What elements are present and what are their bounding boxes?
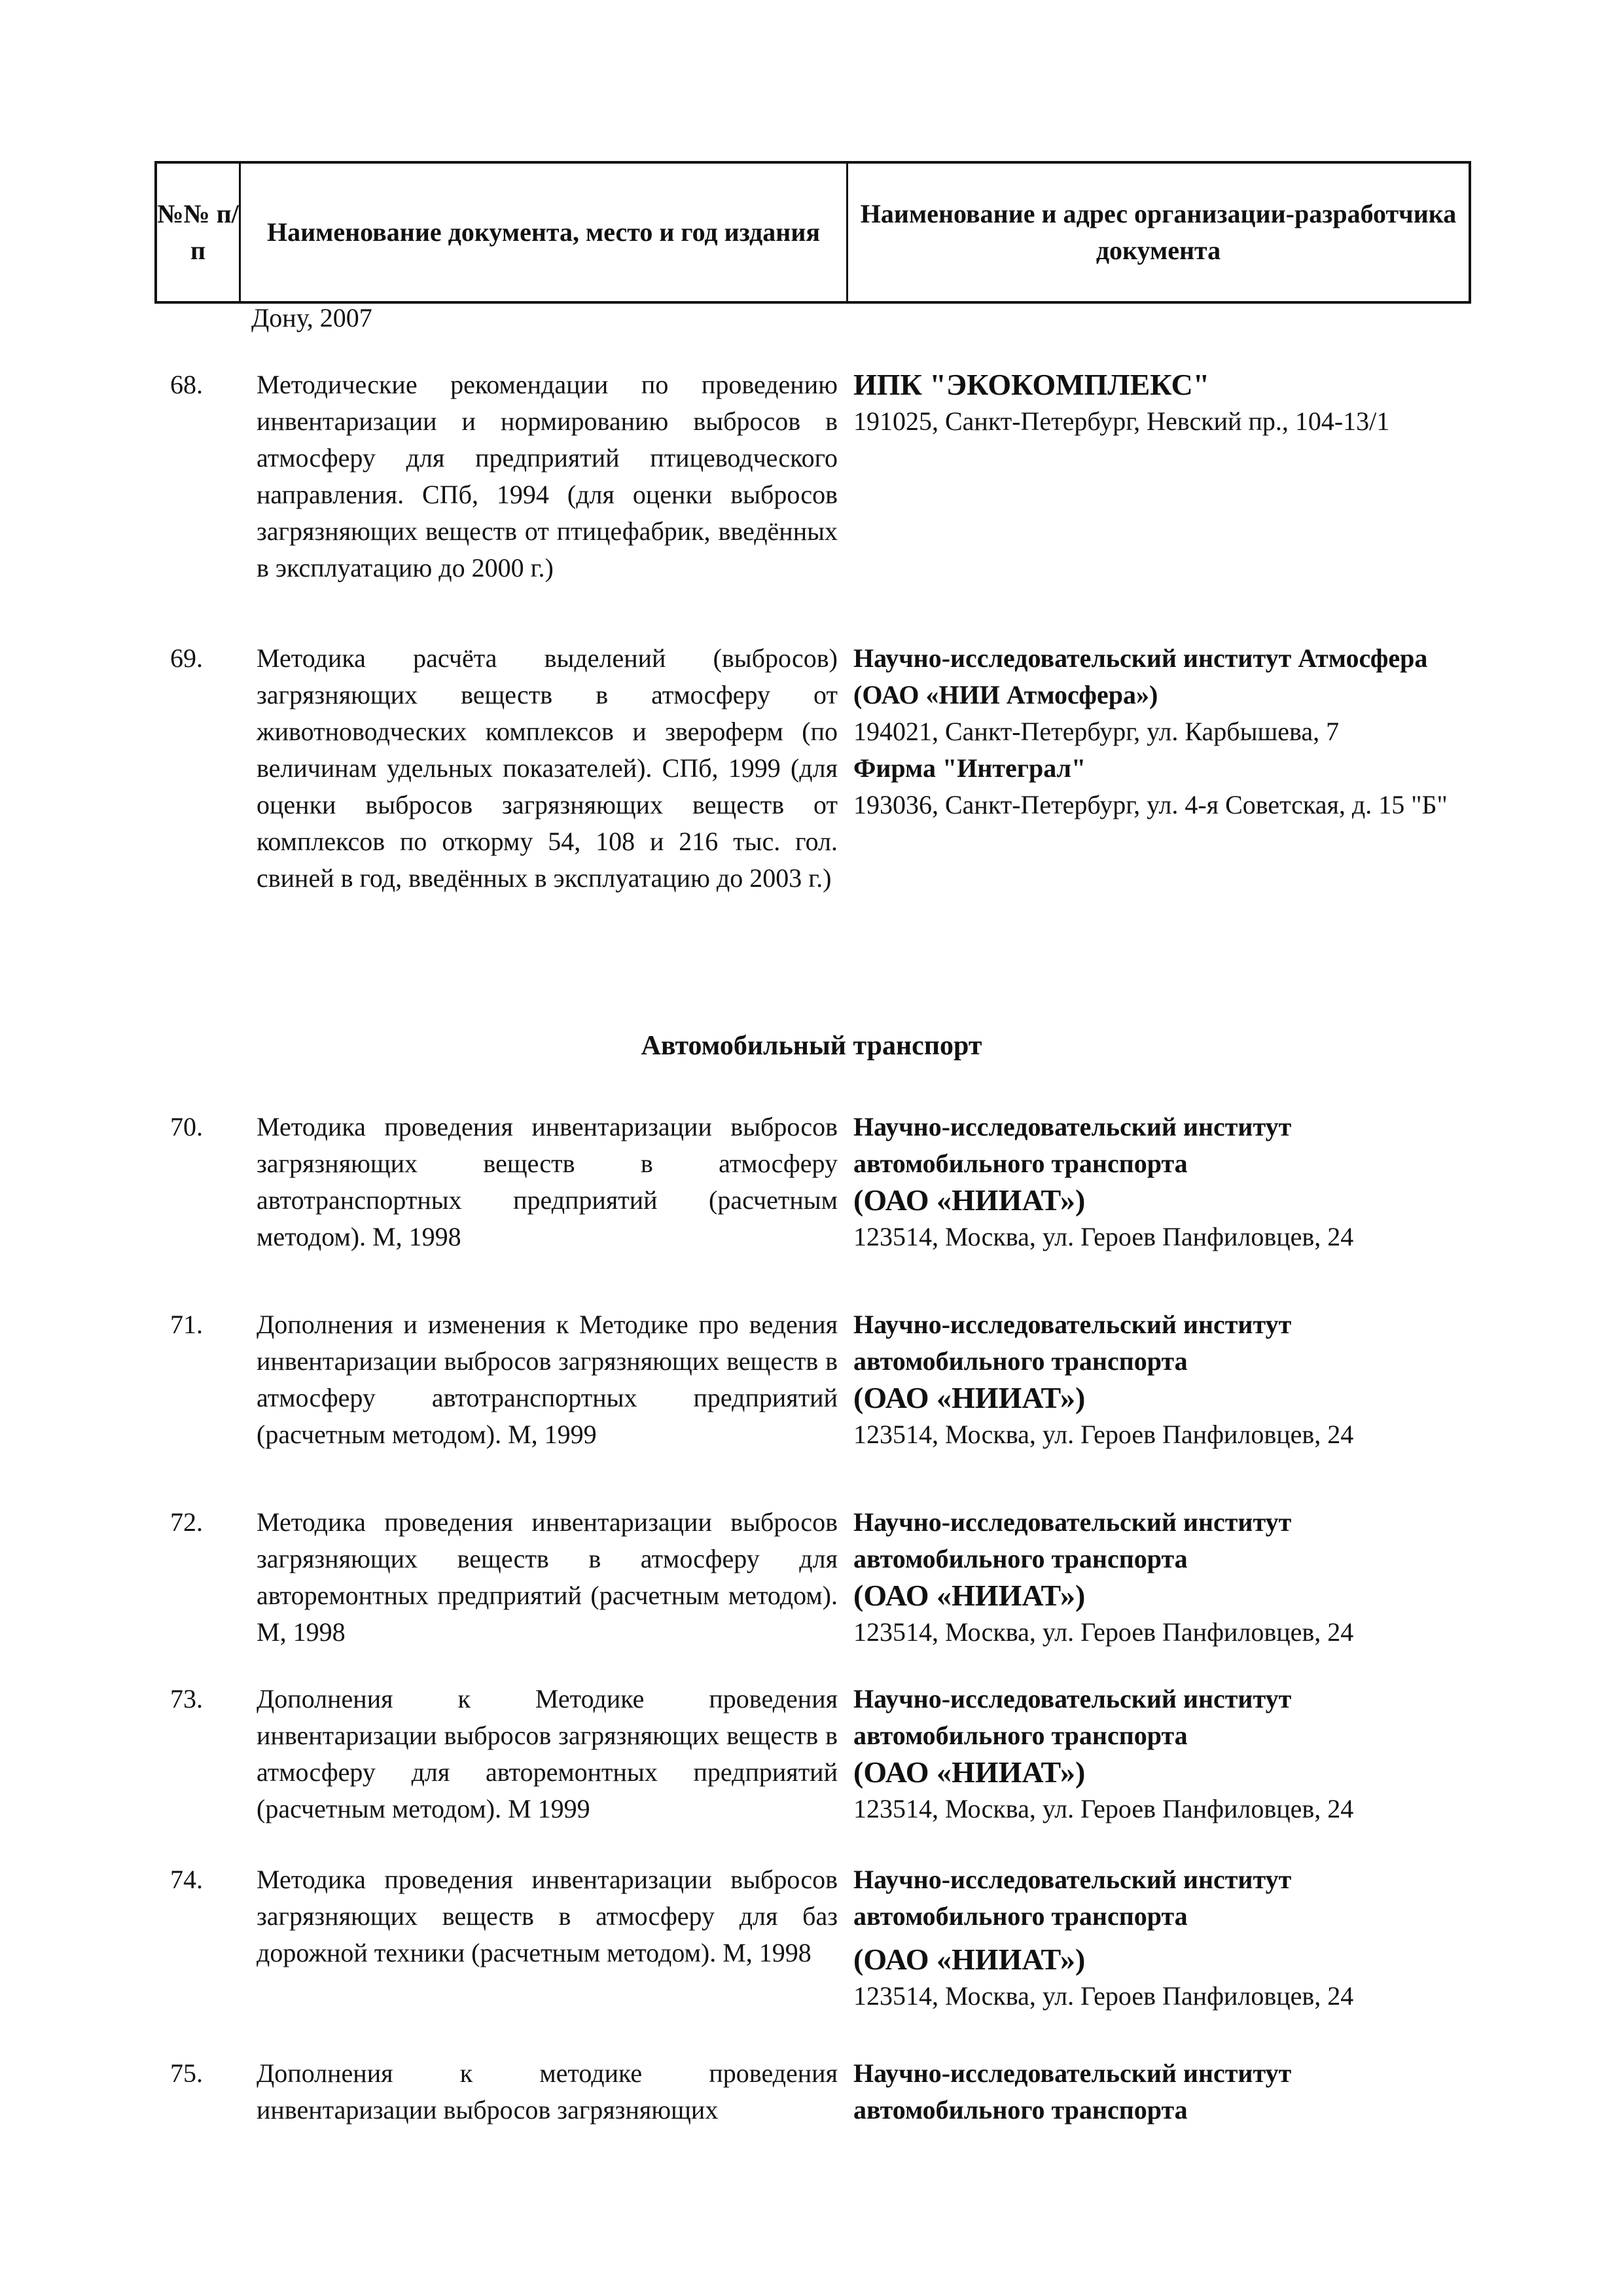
- header-number-column: №№ п/п: [157, 164, 241, 301]
- org-address: 123514, Москва, ул. Героев Панфиловцев, 24: [853, 1617, 1354, 1647]
- row-number: 68.: [170, 370, 203, 399]
- org-name: Фирма "Интеграл": [853, 753, 1086, 783]
- org-address: 123514, Москва, ул. Героев Панфиловцев, 24: [853, 1981, 1354, 2011]
- document-title: Методика расчёта выделений (выбросов) загрязняющих веществ в атмосферу от животноводческих комплексов и звероферм (по величинам удельных показателей). СПб, 1999 (для оценки выбросов загрязняющих веществ от комплексов по откорму 54, 108 и 216 тыс. гол. свиней в год, введённых в эксплуатацию до 2003 г.): [257, 643, 838, 893]
- org-address: 191025, Санкт-Петербург, Невский пр., 104-13/1: [853, 406, 1390, 436]
- org-name: Научно-исследовательский институт автомобильного транспорта: [853, 1684, 1292, 1750]
- organization: [853, 1504, 1469, 1651]
- header-document-column: Наименование документа, место и год издания: [241, 164, 848, 301]
- org-name: Научно-исследовательский институт Атмосфера (ОАО «НИИ Атмосфера»): [853, 643, 1428, 709]
- section-heading: Автомобильный транспорт: [641, 1031, 982, 1061]
- org-name: Научно-исследовательский институт автомобильного транспорта: [853, 1310, 1292, 1376]
- org-address: 123514, Москва, ул. Героев Панфиловцев, 24: [853, 1794, 1354, 1823]
- document-title: Дополнения и изменения к Методике про ведения инвентаризации выбросов загрязняющих веществ в атмосферу автотранспортных предприятий (расчетным методом). М, 1999: [257, 1310, 838, 1449]
- document-title: Дополнения к методике проведения инвентаризации выбросов загрязняющих: [257, 2058, 838, 2125]
- org-address: 123514, Москва, ул. Героев Панфиловцев, 24: [853, 1222, 1354, 1251]
- document-title: Методические рекомендации по проведению инвентаризации и нормированию выбросов в атмосферу для предприятий птицеводческого направления. СПб, 1994 (для оценки выбросов загрязняющих веществ от птицефабрик, введённых в эксплуатацию до 2000 г.): [257, 370, 838, 583]
- organization: [853, 1109, 1469, 1255]
- org-abbreviation: (ОАО «НИИАТ»): [853, 1381, 1086, 1414]
- org-name: Научно-исследовательский институт автомобильного транспорта: [853, 2058, 1292, 2125]
- org-name: ИПК "ЭКОКОМПЛЕКС": [853, 368, 1210, 401]
- continuation-text: Дону, 2007: [251, 303, 372, 332]
- organization: [853, 367, 1469, 440]
- org-name: Научно-исследовательский институт автомобильного транспорта: [853, 1112, 1292, 1178]
- table-header: [154, 161, 1471, 304]
- document-title: Дополнения к Методике проведения инвентаризации выбросов загрязняющих веществ в атмосферу для авторемонтных предприятий (расчетным методом). М 1999: [257, 1684, 838, 1823]
- org-abbreviation: (ОАО «НИИАТ»): [853, 1943, 1086, 1976]
- org-abbreviation: (ОАО «НИИАТ»): [853, 1183, 1086, 1217]
- row-number: 71.: [170, 1310, 203, 1339]
- organization: [853, 2055, 1469, 2128]
- org-abbreviation: (ОАО «НИИАТ»): [853, 1755, 1086, 1789]
- header-organization-column: Наименование и адрес организации-разработчика документа: [860, 199, 1457, 265]
- row-number: 75.: [170, 2058, 203, 2088]
- row-number: 72.: [170, 1507, 203, 1537]
- organization: [853, 640, 1469, 823]
- row-number: 70.: [170, 1112, 203, 1141]
- org-address: 123514, Москва, ул. Героев Панфиловцев, 24: [853, 1420, 1354, 1449]
- document-title: Методика проведения инвентаризации выбросов загрязняющих веществ в атмосферу автотранспортных предприятий (расчетным методом). М, 1998: [257, 1112, 838, 1251]
- organization: [853, 1306, 1469, 1453]
- row-number: 73.: [170, 1684, 203, 1713]
- document-title: Методика проведения инвентаризации выбросов загрязняющих веществ в атмосферу для баз дорожной техники (расчетным методом). М, 1998: [257, 1865, 838, 1967]
- row-number: 69.: [170, 643, 203, 673]
- org-name: Научно-исследовательский институт автомобильного транспорта: [853, 1507, 1292, 1573]
- org-address: 193036, Санкт-Петербург, ул. 4-я Советская, д. 15 "Б": [853, 790, 1448, 819]
- row-number: 74.: [170, 1865, 203, 1894]
- organization: [853, 1681, 1469, 1827]
- org-abbreviation: (ОАО «НИИАТ»): [853, 1579, 1086, 1612]
- document-title: Методика проведения инвентаризации выбросов загрязняющих веществ в атмосферу для авторемонтных предприятий (расчетным методом). М, 1998: [257, 1507, 838, 1647]
- org-address: 194021, Санкт-Петербург, ул. Карбышева, 7: [853, 717, 1340, 746]
- org-name: Научно-исследовательский институт автомобильного транспорта: [853, 1865, 1292, 1931]
- organization: [853, 1861, 1469, 2015]
